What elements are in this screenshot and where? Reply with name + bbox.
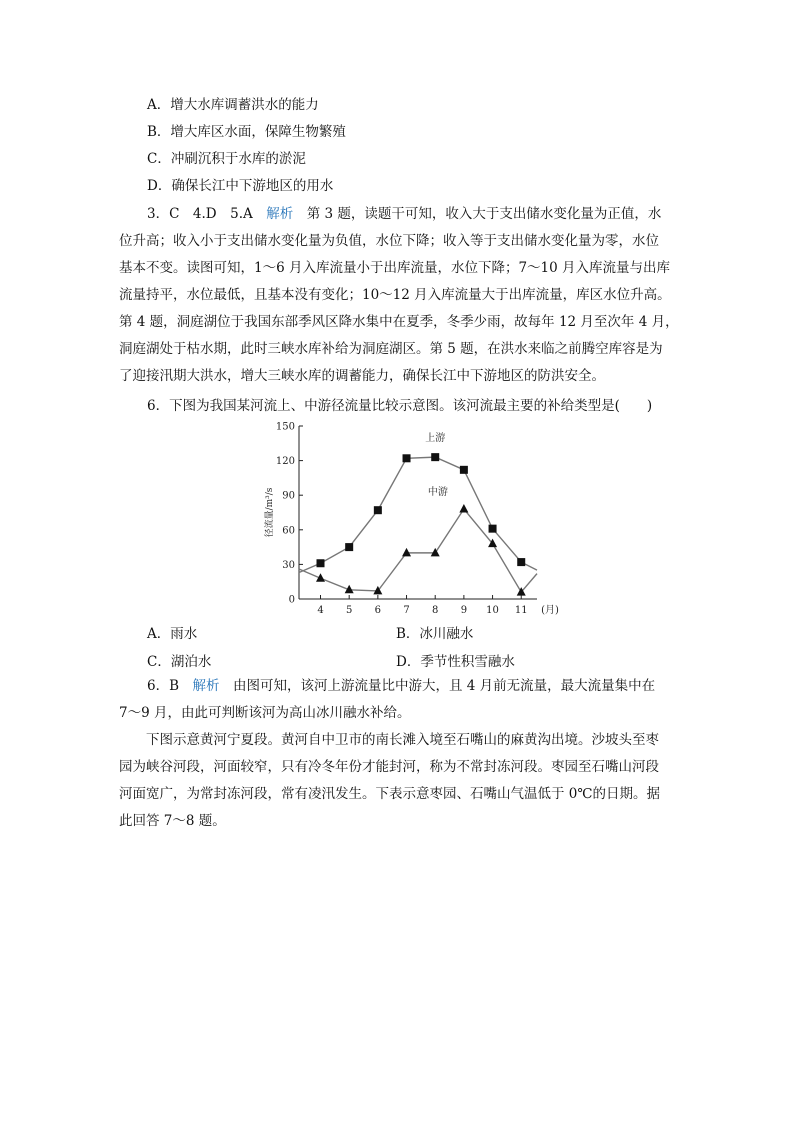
answer-prefix: 6．B — [147, 678, 193, 694]
y-tick-label: 120 — [275, 456, 295, 468]
answer-line: 位升高；收入小于支出储水变化量为负值，水位下降；收入等于支出储水变化量为零，水位 — [119, 233, 659, 249]
y-axis-label: 径流量/m³/s — [265, 487, 275, 538]
passage-line: 此回答 7～8 题。 — [119, 813, 226, 829]
x-tick-label: 8 — [432, 605, 439, 616]
data-point-square — [403, 454, 411, 462]
series-label: 上游 — [425, 433, 446, 445]
data-point-square — [317, 559, 325, 567]
x-axis-unit: (月) — [541, 605, 559, 616]
analysis-tag: 解析 — [266, 206, 294, 222]
runoff-chart — [262, 418, 562, 618]
q2-option-a: A．增大水库调蓄洪水的能力 — [147, 97, 319, 113]
passage-line: 河面宽广，为常封冻河段，常有凌汛发生。下表示意枣园、石嘴山气温低于 0℃的日期。据 — [119, 786, 660, 802]
answer-line: 流量持平，水位最低，且基本没有变化；10～12 月入库流量大于出库流量，库区水位升高。 — [119, 287, 671, 303]
answer-line: 由图可知，该河上游流量比中游大，且 4 月前无流量，最大流量集中在 — [219, 678, 656, 694]
answer-line: 第 4 题，洞庭湖位于我国东部季风区降水集中在夏季，冬季少雨，故每年 12 月至次年 4 月， — [119, 314, 679, 330]
series-label: 中游 — [427, 487, 448, 499]
q6-option-a: A．雨水 — [147, 626, 198, 642]
data-point-triangle — [402, 548, 411, 557]
x-tick-label: 5 — [345, 605, 353, 616]
passage-line: 下图示意黄河宁夏段。黄河自中卫市的南长滩入境至石嘴山的麻黄沟出境。沙坡头至枣 — [119, 732, 659, 748]
answer-line: 洞庭湖处于枯水期，此时三峡水库补给为洞庭湖区。第 5 题，在洪水来临之前腾空库容是为 — [119, 341, 663, 357]
y-tick-label: 0 — [288, 594, 295, 606]
answer-6 — [119, 673, 679, 727]
q2-option-d: D．确保长江中下游地区的用水 — [147, 178, 334, 194]
q6-option-d: D．季节性积雪融水 — [396, 654, 515, 670]
data-point-square — [489, 525, 497, 533]
data-point-square — [517, 558, 525, 566]
q2-option-c: C．冲刷沉积于水库的淤泥 — [147, 151, 306, 167]
x-tick-label: 7 — [403, 605, 410, 616]
y-tick-label: 90 — [282, 490, 295, 502]
x-tick-label: 6 — [374, 605, 382, 616]
x-tick-label: 10 — [486, 605, 499, 616]
answer-line: 7～9 月，由此可判断该河为高山冰川融水补给。 — [119, 705, 411, 721]
passage-line: 园为峡谷河段，河面较窄，只有冷冬年份才能封河，称为不常封冻河段。枣园至石嘴山河段 — [119, 759, 659, 775]
series-line-upstream — [299, 457, 537, 572]
answer-line: 第 3 题，读题干可知，收入大于支出储水变化量为正值，水 — [293, 206, 662, 222]
data-point-square — [374, 506, 382, 514]
q2-option-b: B．增大库区水面，保障生物繁殖 — [147, 124, 346, 140]
x-tick-label: 9 — [460, 605, 468, 616]
q6-stem: 6．下图为我国某河流上、中游径流量比较示意图。该河流最主要的补给类型是( ) — [147, 398, 653, 414]
answer-3-5 — [119, 201, 679, 390]
q6-option-c: C．湖泊水 — [147, 654, 212, 670]
y-tick-label: 150 — [275, 421, 295, 433]
x-tick-label: 11 — [514, 605, 528, 616]
answer-prefix: 3．C 4.D 5.A — [147, 206, 267, 222]
data-point-triangle — [459, 504, 468, 512]
y-tick-label: 30 — [282, 559, 295, 571]
answer-line: 了迎接汛期大洪水，增大三峡水库的调蓄能力，确保长江中下游地区的防洪安全。 — [119, 368, 605, 384]
analysis-tag: 解析 — [192, 678, 220, 694]
data-point-square — [345, 543, 353, 551]
y-tick-label: 60 — [282, 525, 295, 537]
series-line-midstream — [299, 509, 537, 592]
data-point-square — [460, 466, 468, 474]
passage-7-8 — [119, 727, 679, 835]
answer-line: 基本不变。读图可知，1～6 月入库流量小于出库流量，水位下降；7～10 月入库流量与出库 — [119, 260, 671, 276]
x-tick-label: 4 — [317, 605, 324, 616]
q6-option-b: B．冰川融水 — [396, 626, 474, 642]
data-point-square — [431, 453, 439, 461]
